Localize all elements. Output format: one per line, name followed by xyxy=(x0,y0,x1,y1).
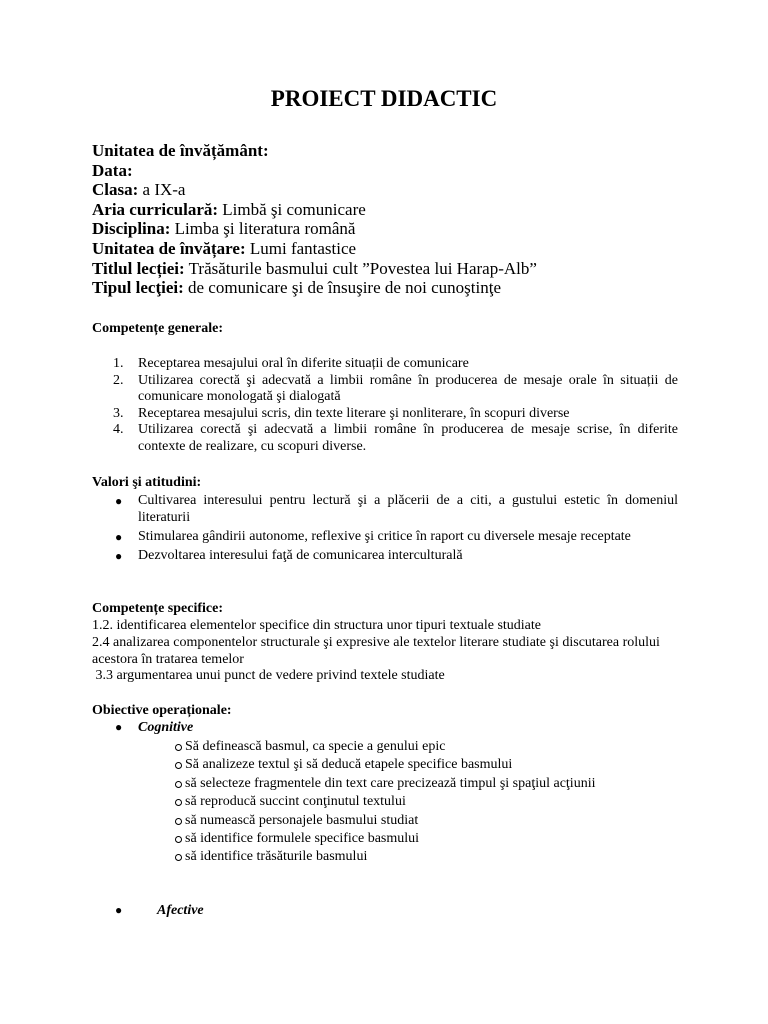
info-row xyxy=(92,239,692,259)
circle-bullet-icon xyxy=(175,762,182,769)
list-item xyxy=(167,775,667,793)
values-list xyxy=(110,493,678,567)
specific-competences-list xyxy=(92,618,692,685)
bullet-icon: ● xyxy=(115,494,123,508)
circle-bullet-icon xyxy=(175,799,182,806)
bullet-icon: ● xyxy=(115,529,123,544)
list-item xyxy=(110,422,678,455)
list-item xyxy=(167,830,667,848)
info-value: de comunicare şi de însuşire de noi cunoştinţe xyxy=(183,278,502,298)
item-text: Să analizeze textul şi să deducă etapele specifice basmului xyxy=(185,757,513,773)
list-item: 3.3 argumentarea unui punct de vedere privind textele studiate xyxy=(92,668,445,684)
list-item xyxy=(110,373,678,406)
info-row xyxy=(92,259,692,279)
list-item xyxy=(110,406,678,423)
list-item xyxy=(167,793,667,811)
item-number: 4. xyxy=(113,422,124,437)
list-item: 1.2. identificarea elementelor specifice din structura unor tipuri textuale studiate xyxy=(92,618,541,633)
list-item xyxy=(110,548,678,565)
affective-label: Afective xyxy=(157,903,204,918)
item-text: Să definească basmul, ca specie a genului epic xyxy=(185,739,446,754)
circle-bullet-icon xyxy=(175,818,182,825)
document-title: PROIECT DIDACTIC xyxy=(270,86,498,111)
list-item xyxy=(167,848,667,866)
item-number: 2. xyxy=(113,372,124,388)
item-number: 1. xyxy=(113,356,124,371)
list-item xyxy=(167,756,667,774)
item-text: Stimularea gândirii autonome, reflexive şi critice în raport cu diversele mesaje receptate xyxy=(138,528,631,544)
item-text: Receptarea mesajului oral în diferite situații de comunicare xyxy=(138,356,469,371)
values-heading: Valori şi atitudini: xyxy=(92,475,202,490)
info-row xyxy=(92,219,692,239)
item-text: Utilizarea corectă şi adecvată a limbii române în producerea de mesaje scrise, în diferite contexte de realizare, cu scopuri diverse. xyxy=(138,422,678,454)
info-row xyxy=(92,278,692,298)
general-competences-list xyxy=(110,356,678,455)
info-label: Unitatea de învățământ: xyxy=(92,141,269,160)
item-text: să identifice trăsăturile basmului xyxy=(185,849,368,865)
info-label: Disciplina: xyxy=(92,219,171,239)
operational-objectives-heading: Obiective operaționale: xyxy=(92,703,232,718)
info-label: Aria curriculară: xyxy=(92,199,219,219)
info-value: Trăsăturile basmului cult ”Povestea lui Harap-Alb” xyxy=(184,258,537,278)
item-text: să selecteze fragmentele din text care precizează timpul şi spaţiul acţiunii xyxy=(185,775,596,791)
info-row xyxy=(92,180,692,200)
info-value: a IX-a xyxy=(138,180,186,200)
bullet-icon: ● xyxy=(115,548,123,563)
info-label: Unitatea de învățare: xyxy=(92,238,246,258)
info-label: Tipul lecţiei: xyxy=(92,278,184,298)
info-label: Clasa: xyxy=(92,180,139,200)
info-value: Lumi fantastice xyxy=(245,238,357,258)
info-row xyxy=(92,200,692,220)
specific-competences-heading: Competențe specifice: xyxy=(92,601,224,616)
item-text: Utilizarea corectă şi adecvată a limbii române în producerea de mesaje orale în situații de comunicare monologată şi dialogată xyxy=(138,372,678,404)
info-label: Data: xyxy=(92,160,133,180)
item-text: să identifice formulele specifice basmului xyxy=(185,831,420,847)
circle-bullet-icon xyxy=(175,781,182,788)
info-label: Titlul lecției: xyxy=(92,258,185,278)
item-text: Dezvoltarea interesului faţă de comunicarea interculturală xyxy=(138,547,463,563)
cognitive-objectives-list xyxy=(167,738,667,867)
lesson-info xyxy=(92,141,692,298)
circle-bullet-icon xyxy=(175,836,182,843)
item-text: să numească personajele basmului studiat xyxy=(185,812,419,828)
list-item xyxy=(167,738,667,756)
list-item xyxy=(110,493,678,526)
circle-bullet-icon xyxy=(175,744,182,751)
list-item xyxy=(167,812,667,830)
general-competences-heading: Competențe generale: xyxy=(92,321,224,336)
bullet-icon: ● xyxy=(115,720,123,734)
cognitive-heading xyxy=(110,720,193,736)
info-row xyxy=(92,161,692,181)
item-text: Receptarea mesajului scris, din texte literare şi nonliterare, în scopuri diverse xyxy=(138,405,570,421)
item-text: să reproducă succint conţinutul textului xyxy=(185,794,406,810)
list-item xyxy=(110,356,678,373)
item-text: Cultivarea interesului pentru lectură şi a plăcerii de a citi, a gustului estetic în domeniul literaturii xyxy=(138,493,678,525)
cognitive-label: Cognitive xyxy=(138,720,194,735)
list-item xyxy=(110,529,678,546)
circle-bullet-icon xyxy=(175,854,182,861)
affective-heading xyxy=(110,903,204,919)
list-item: 2.4 analizarea componentelor structurale şi expresive ale textelor literare studiate şi discutarea rolului acestora în tratarea temelor xyxy=(92,634,660,667)
info-value: Limbă şi comunicare xyxy=(218,199,366,219)
info-value: Limba şi literatura română xyxy=(170,219,356,239)
item-number: 3. xyxy=(113,405,124,421)
info-row xyxy=(92,141,692,161)
bullet-icon: ● xyxy=(115,903,123,917)
